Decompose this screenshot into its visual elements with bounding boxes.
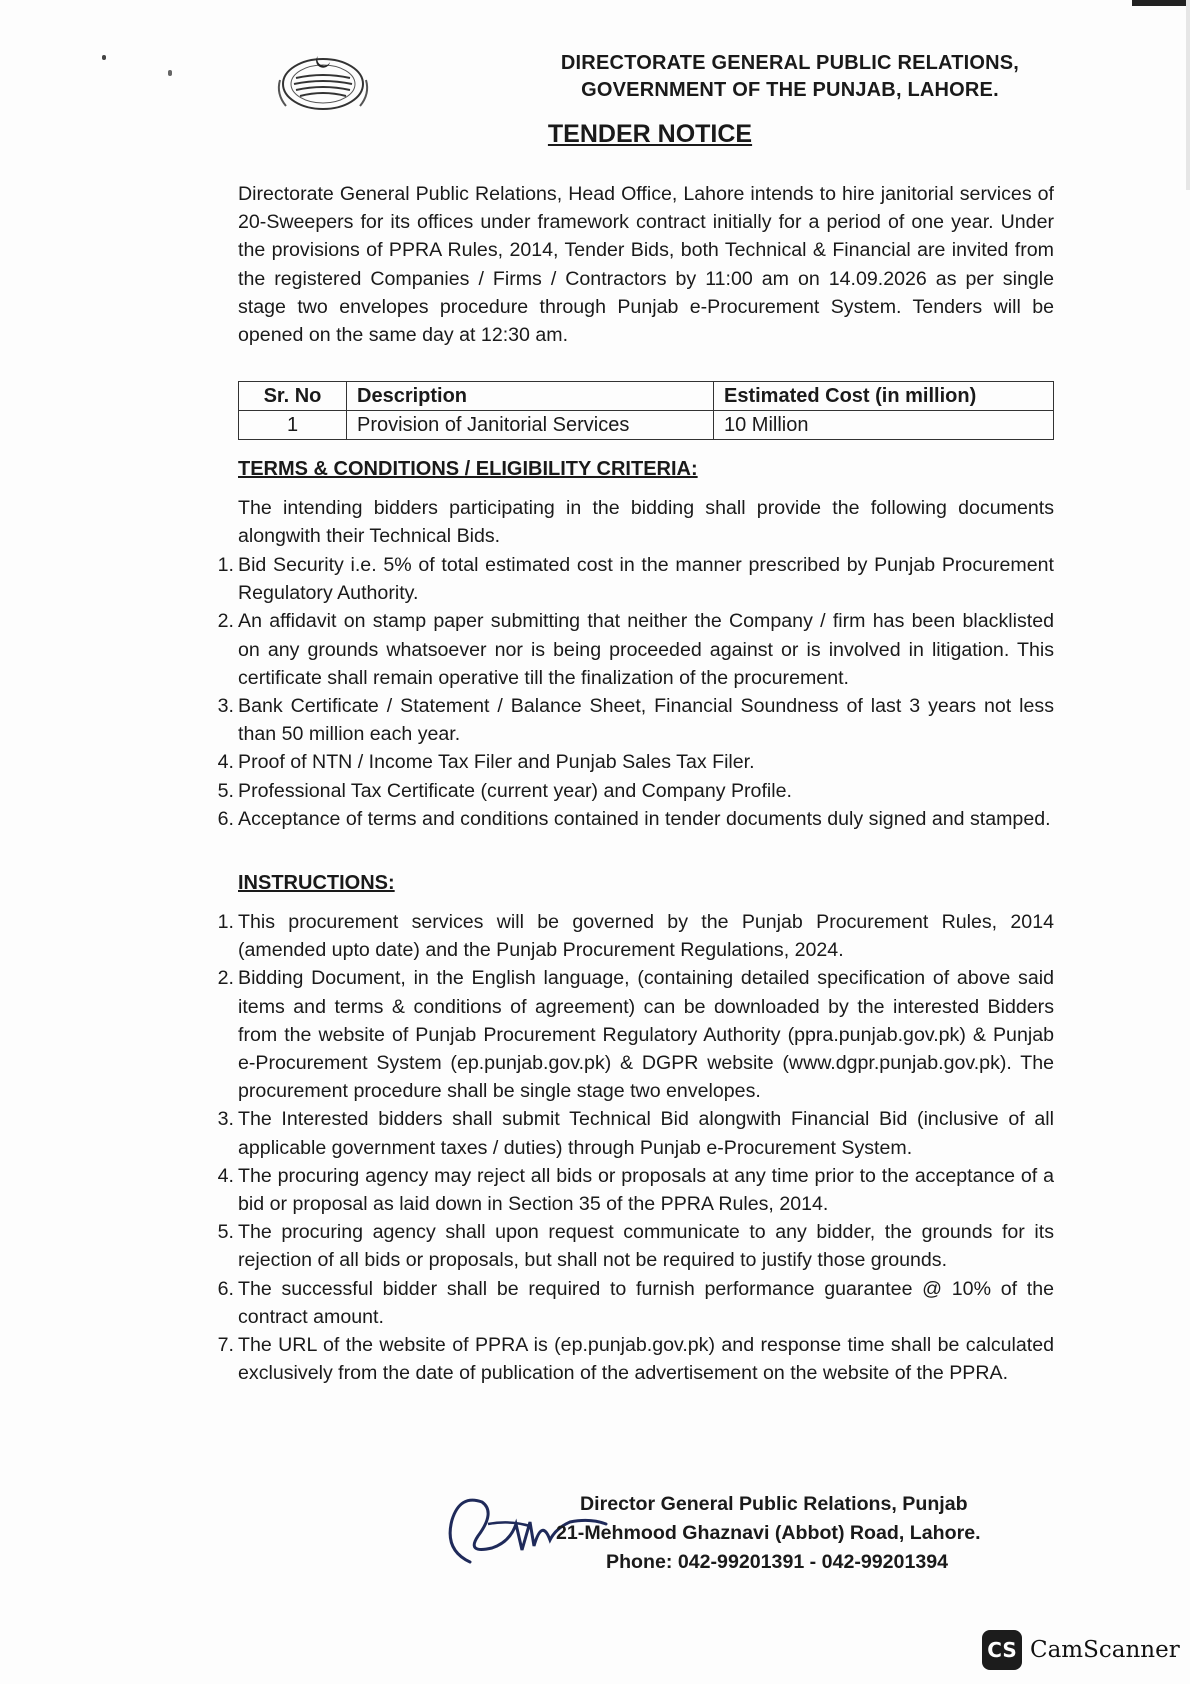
list-number: 1. [217, 554, 234, 576]
list-item-text: Bank Certificate / Statement / Balance Sheet, Financial Soundness of last 3 years not less than 50 million each year. [238, 695, 1054, 746]
table-cell: 1 [239, 411, 347, 440]
signatory-block [556, 1490, 1020, 1577]
list-item [180, 908, 1054, 964]
scan-speck [168, 70, 172, 76]
camscanner-label: CamScanner [1030, 1637, 1180, 1663]
list-item [180, 1218, 1054, 1274]
list-item [180, 748, 1054, 776]
table-header-cell: Description [347, 382, 714, 411]
list-item-text: Professional Tax Certificate (current year) and Company Profile. [238, 779, 792, 802]
list-item-text: The Interested bidders shall submit Technical Bid alongwith Financial Bid (inclusive of all applicable government taxes / duties) through Punjab e-Procurement System. [238, 1108, 1054, 1159]
list-number: 5. [217, 779, 234, 802]
list-number: 5. [217, 1221, 234, 1244]
terms-intro: The intending bidders participating in the bidding shall provide the following documents alongwith their Technical Bids. [238, 497, 1054, 548]
terms-heading: TERMS & CONDITIONS / ELIGIBILITY CRITERIA: [238, 458, 698, 480]
list-item [180, 805, 1054, 833]
scan-edge-shadow [1186, 0, 1190, 190]
signatory-title: Director General Public Relations, Punjab [580, 1493, 968, 1515]
list-item-text: Bidding Document, in the English language, (containing detailed specification of above said items and terms & conditions of agreement) can be downloaded by the interested Bidders from the website of Punjab Procurement Regulatory Authority (ppra.punjab.gov.pk) & Punjab e-Procurement System (ep.punjab.gov.pk) & DGPR website (www.dgpr.punjab.gov.pk). The procurement procedure shall be single stage two envelopes. [238, 967, 1054, 1103]
page-title: TENDER NOTICE [547, 120, 753, 148]
punjab-government-emblem-icon [272, 50, 374, 114]
list-item-text: This procurement services will be governed by the Punjab Procurement Rules, 2014 (amended upto date) and the Punjab Procurement Regulations, 2024. [238, 911, 1054, 962]
list-item-text: An affidavit on stamp paper submitting that neither the Company / firm has been blacklisted on any grounds whatsoever nor is being proceeded against or is involved in litigation. This certificate shall remain operative till the finalization of the procurement. [238, 610, 1054, 689]
list-number: 3. [217, 695, 234, 718]
scan-corner-mark [1132, 0, 1190, 6]
list-item-text: The successful bidder shall be required to furnish performance guarantee @ 10% of the contract amount. [238, 1277, 1054, 1328]
list-number: 7. [217, 1334, 234, 1357]
list-item-text: Bid Security i.e. 5% of total estimated cost in the manner prescribed by Punjab Procurement Regulatory Authority. [238, 554, 1054, 605]
intro-paragraph: Directorate General Public Relations, Head Office, Lahore intends to hire janitorial services of 20-Sweepers for its offices under framework contract initially for a period of one year. Under the provisions of PPRA Rules, 2014, Tender Bids, both Technical & Financial are invited from the registered Companies / Firms / Contractors by 11:00 am on 14.09.2026 as per single stage two envelopes procedure through Punjab e-Procurement System. Tenders will be opened on the same day at 12:30 am. [238, 183, 1054, 347]
table-header-cell: Sr. No [239, 382, 347, 411]
list-number: 2. [217, 967, 234, 990]
list-number: 2. [217, 610, 234, 633]
list-item-text: The procuring agency may reject all bids or proposals at any time prior to the acceptance of a bid or proposal as laid down in Section 35 of the PPRA Rules, 2014. [238, 1164, 1054, 1216]
list-number: 1. [217, 911, 234, 933]
list-item [180, 1275, 1054, 1331]
instructions-heading: INSTRUCTIONS: [238, 872, 395, 894]
table-header-row [239, 382, 1054, 411]
table-row [239, 411, 1054, 440]
list-item [180, 1105, 1054, 1161]
list-item-text: Proof of NTN / Income Tax Filer and Punjab Sales Tax Filer. [238, 751, 755, 774]
list-item [180, 692, 1054, 748]
organization-government: GOVERNMENT OF THE PUNJAB, LAHORE. [581, 79, 999, 101]
list-number: 6. [217, 807, 234, 830]
list-item [180, 964, 1054, 1105]
list-item [180, 607, 1054, 692]
list-number: 4. [217, 1164, 234, 1187]
list-item-text: The URL of the website of PPRA is (ep.punjab.gov.pk) and response time shall be calculated exclusively from the date of publication of the advertisement on the website of the PPRA. [238, 1334, 1054, 1385]
instructions-list [180, 908, 1054, 1387]
camscanner-watermark [982, 1628, 1180, 1672]
organization-name: DIRECTORATE GENERAL PUBLIC RELATIONS, [560, 52, 1020, 74]
table-cell: 10 Million [714, 411, 1054, 440]
signatory-phone: Phone: 042-99201391 - 042-99201394 [606, 1551, 949, 1573]
organization-header [540, 50, 1040, 104]
list-number: 3. [217, 1108, 234, 1131]
signatory-address: 21-Mehmood Ghaznavi (Abbot) Road, Lahore. [556, 1522, 981, 1544]
list-number: 6. [217, 1277, 234, 1300]
table-header-cell: Estimated Cost (in million) [714, 382, 1054, 411]
camscanner-logo-icon: CS [982, 1630, 1022, 1670]
list-item [180, 1331, 1054, 1387]
list-number: 4. [217, 751, 234, 774]
estimated-cost-table [238, 381, 1054, 440]
terms-list [180, 551, 1054, 833]
list-item [180, 551, 1054, 607]
list-item [180, 777, 1054, 805]
list-item [180, 1162, 1054, 1218]
table-cell: Provision of Janitorial Services [347, 411, 714, 440]
list-item-text: The procuring agency shall upon request communicate to any bidder, the grounds for its rejection of all bids or proposals, but shall not be required to justify those grounds. [238, 1221, 1054, 1272]
list-item-text: Acceptance of terms and conditions contained in tender documents duly signed and stamped. [238, 807, 1051, 830]
scan-speck [102, 55, 106, 60]
